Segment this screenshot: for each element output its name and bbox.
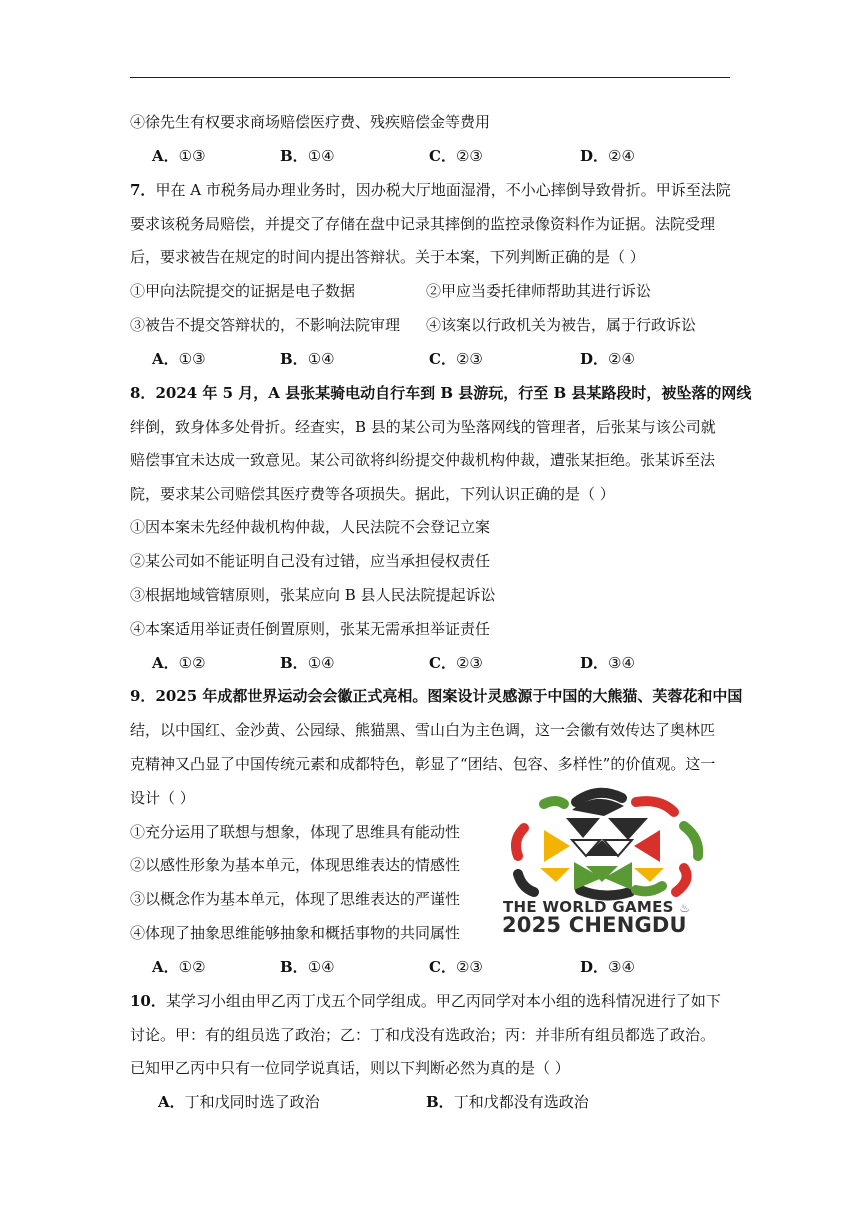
- question-8-item-4: ④本案适用举证责任倒置原则，张某无需承担举证责任: [130, 620, 491, 638]
- question-9-line-4: 设计（ ）: [130, 789, 195, 807]
- logo-text-line-2: 2025 CHENGDU: [502, 913, 687, 937]
- question-9-item-4: ④体现了抽象思维能够抽象和概括事物的共同属性: [130, 924, 461, 942]
- question-number: 7．: [130, 181, 156, 199]
- logo-text-line-1: THE WORLD GAMES ♨: [503, 898, 691, 916]
- option-a[interactable]: A．①③: [152, 147, 206, 165]
- question-8-line-2: 绊倒，致身体多处骨折。经查实，B 县的某公司为坠落网线的管理者，后张某与该公司就: [130, 418, 716, 436]
- question-10-line-2: 讨论。甲：有的组员选了政治；乙：丁和戊没有选政治；丙：并非所有组员都选了政治。: [130, 1026, 716, 1044]
- question-7-line-1: 7．甲在 A 市税务局办理业务时，因办税大厅地面湿滑，不小心摔倒导致骨折。甲诉至法院: [130, 181, 731, 199]
- question-10-line-1: 10．某学习小组由甲乙丙丁戊五个同学组成。甲乙丙同学对本小组的选科情况进行了如下: [130, 992, 721, 1010]
- option-d[interactable]: D．②④: [580, 350, 635, 368]
- option-c[interactable]: C．②③: [429, 654, 483, 672]
- option-b[interactable]: B．丁和戊都没有选政治: [426, 1093, 589, 1111]
- question-9-item-2: ②以感性形象为基本单元，体现思维表达的情感性: [130, 856, 461, 874]
- question-9-line-1: 9．2025 年成都世界运动会会徽正式亮相。图案设计灵感源于中国的大熊猫、芙蓉花和中国: [130, 687, 743, 705]
- option-b[interactable]: B．①④: [280, 350, 335, 368]
- question-7-line-2: 要求该税务局赔偿，并提交了存储在盘中记录其摔倒的监控录像资料作为证据。法院受理: [130, 215, 716, 233]
- question-number: 10．: [130, 992, 166, 1010]
- carry-over-item-4: ④徐先生有权要求商场赔偿医疗费、残疾赔偿金等费用: [130, 113, 491, 131]
- option-c[interactable]: C．②③: [429, 958, 483, 976]
- question-8-line-4: 院，要求某公司赔偿其医疗费等各项损失。据此，下列认识正确的是（ ）: [130, 485, 615, 503]
- question-8-item-2: ②某公司如不能证明自己没有过错，应当承担侵权责任: [130, 552, 491, 570]
- option-a[interactable]: A．①②: [152, 654, 206, 672]
- question-8-item-3: ③根据地域管辖原则，张某应向 B 县人民法院提起诉讼: [130, 586, 496, 604]
- question-7-line-3: 后，要求被告在规定的时间内提出答辩状。关于本案，下列判断正确的是（ ）: [130, 248, 645, 266]
- header-rule: [130, 77, 730, 78]
- option-a[interactable]: A．丁和戊同时选了政治: [158, 1093, 320, 1111]
- question-9-line-3: 克精神又凸显了中国传统元素和成都特色，彰显了“团结、包容、多样性”的价值观。这一: [130, 755, 716, 773]
- question-8-item-1: ①因本案未先经仲裁机构仲裁，人民法院不会登记立案: [130, 518, 491, 536]
- option-a[interactable]: A．①②: [152, 958, 206, 976]
- option-a[interactable]: A．①③: [152, 350, 206, 368]
- question-7-item-4: ④该案以行政机关为被告，属于行政诉讼: [426, 316, 697, 334]
- option-b[interactable]: B．①④: [280, 147, 335, 165]
- option-d[interactable]: D．②④: [580, 147, 635, 165]
- question-7-item-2: ②甲应当委托律师帮助其进行诉讼: [426, 282, 652, 300]
- option-b[interactable]: B．①④: [280, 654, 335, 672]
- question-number: 8．: [130, 384, 156, 402]
- question-8-line-1: 8．2024 年 5 月，A 县张某骑电动自行车到 B 县游玩，行至 B 县某路段时，被坠落的网线: [130, 384, 752, 402]
- question-8-line-3: 赔偿事宜未达成一致意见。某公司欲将纠纷提交仲裁机构仲裁，遭张某拒绝。张某诉至法: [130, 451, 716, 469]
- question-7-item-3: ③被告不提交答辩状的，不影响法院审理: [130, 316, 401, 334]
- question-9-item-3: ③以概念作为基本单元，体现了思维表达的严谨性: [130, 890, 461, 908]
- question-number: 9．: [130, 687, 156, 705]
- option-d[interactable]: D．③④: [580, 654, 635, 672]
- option-b[interactable]: B．①④: [280, 958, 335, 976]
- question-9-item-1: ①充分运用了联想与想象，体现了思维具有能动性: [130, 823, 461, 841]
- option-c[interactable]: C．②③: [429, 350, 483, 368]
- option-c[interactable]: C．②③: [429, 147, 483, 165]
- option-d[interactable]: D．③④: [580, 958, 635, 976]
- question-7-item-1: ①甲向法院提交的证据是电子数据: [130, 282, 356, 300]
- logo-mark-icon: ♨: [679, 901, 691, 915]
- question-9-line-2: 结，以中国红、金沙黄、公园绿、熊猫黑、雪山白为主色调，这一会徽有效传达了奥林匹: [130, 721, 716, 739]
- question-10-line-3: 已知甲乙丙中只有一位同学说真话，则以下判断必然为真的是（ ）: [130, 1059, 570, 1077]
